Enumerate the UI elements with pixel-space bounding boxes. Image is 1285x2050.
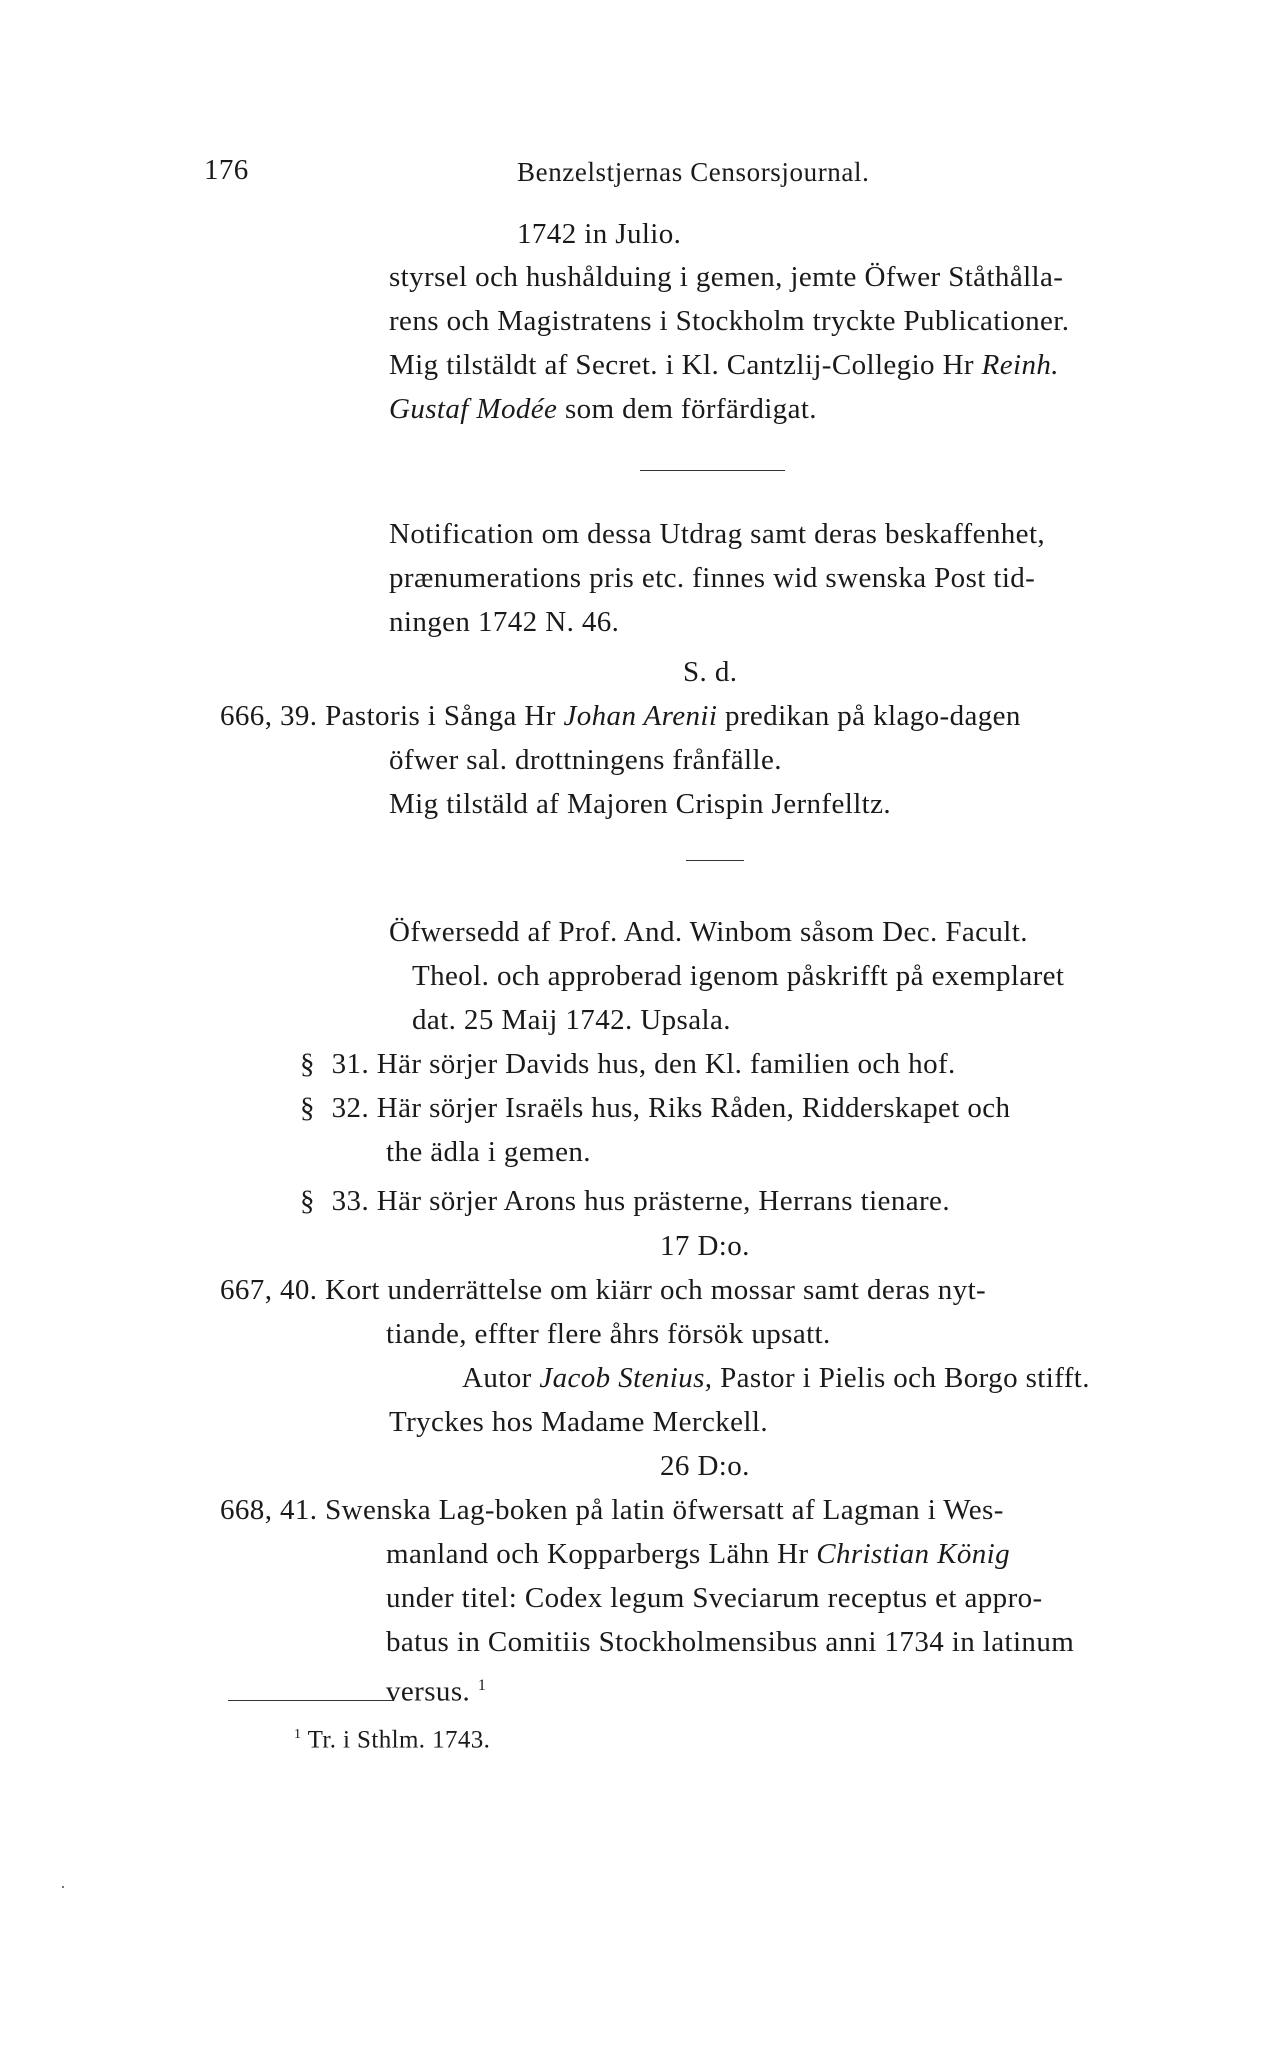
text-span: versus.	[386, 1675, 471, 1708]
person-name: Reinh.	[981, 349, 1059, 381]
text-line: Theol. och approberad igenom påskrifft på exemplaret	[412, 960, 1065, 992]
person-name: Jacob Stenius,	[539, 1362, 713, 1394]
text-line: rens och Magistratens i Stockholm tryckte Publicationer.	[389, 305, 1070, 337]
footnote-ref: 1	[477, 1677, 487, 1694]
text-line	[386, 1534, 1010, 1574]
text-span: manland och Kopparbergs Lähn Hr	[386, 1538, 809, 1570]
text-span: Mig tilstäldt af Secret. i Kl. Cantzlij-Collegio Hr	[389, 349, 974, 381]
person-name: Johan Arenii	[563, 700, 718, 732]
text-span: 31. Här sörjer Davids hus, den Kl. familien och hof.	[331, 1048, 956, 1080]
footnote-text: Tr. i Sthlm. 1743.	[307, 1726, 491, 1754]
entry-line: 668, 41. Swenska Lag-boken på latin öfwersatt af Lagman i Wes-	[220, 1494, 1004, 1526]
text-line: prænumerations pris etc. finnes wid swenska Post tid-	[389, 562, 1036, 594]
section-sign: §	[300, 1048, 315, 1080]
section-line	[300, 1088, 1010, 1128]
section-sign: §	[300, 1185, 315, 1217]
section-rule	[686, 860, 744, 861]
text-line: öfwer sal. drottningens frånfälle.	[389, 744, 782, 776]
text-line	[389, 389, 817, 429]
entry-line: 667, 40. Kort underrättelse om kiärr och mossar samt deras nyt-	[220, 1274, 987, 1306]
running-title: Benzelstjernas Censorsjournal.	[517, 157, 870, 187]
footnote-rule	[228, 1700, 393, 1701]
text-line: styrsel och hushålduing i gemen, jemte Öfwer Ståthålla-	[389, 261, 1064, 293]
section-sign: §	[300, 1092, 315, 1124]
section-rule	[640, 470, 785, 471]
text-line	[386, 1666, 486, 1712]
text-span: Pastor i Pielis och Borgo stifft.	[720, 1362, 1090, 1394]
text-line	[389, 345, 1059, 385]
text-line: tiande, effter flere åhrs försök upsatt.	[386, 1318, 831, 1350]
text-span: 33. Här sörjer Arons hus prästerne, Herrans tienare.	[331, 1185, 950, 1217]
text-line	[462, 1358, 1090, 1398]
text-span: 666, 39. Pastoris i Sånga Hr	[220, 700, 556, 732]
text-span: Autor	[462, 1362, 532, 1394]
date-heading: 1742 in Julio.	[517, 218, 682, 250]
person-name: Christian König	[816, 1538, 1010, 1570]
section-line	[300, 1181, 950, 1221]
page-number: 176	[204, 154, 249, 186]
text-span: som dem förfärdigat.	[564, 393, 817, 425]
text-line: Öfwersedd af Prof. And. Winbom såsom Dec. Facult.	[389, 916, 1028, 948]
person-name: Gustaf Modée	[389, 393, 558, 425]
text-span: predikan på klago-dagen	[724, 700, 1021, 732]
text-span: 32. Här sörjer Israëls hus, Riks Råden, Ridderskapet och	[331, 1092, 1011, 1124]
footnote-mark: 1	[294, 1727, 302, 1742]
text-line: batus in Comitiis Stockholmensibus anni 1734 in latinum	[386, 1626, 1075, 1658]
text-line: dat. 25 Maij 1742. Upsala.	[412, 1004, 731, 1036]
section-line	[300, 1044, 956, 1084]
text-line: the ädla i gemen.	[386, 1136, 591, 1168]
text-line: under titel: Codex legum Sveciarum receptus et appro-	[386, 1582, 1043, 1614]
entry-line	[220, 696, 1021, 736]
date-heading: 17 D:o.	[660, 1230, 750, 1262]
text-line: ningen 1742 N. 46.	[389, 606, 620, 638]
signature-abbrev: S. d.	[683, 656, 738, 688]
text-line: Notification om dessa Utdrag samt deras beskaffenhet,	[389, 518, 1046, 550]
text-line: Mig tilstäld af Majoren Crispin Jernfelltz.	[389, 788, 892, 820]
text-line: Tryckes hos Madame Merckell.	[389, 1406, 768, 1438]
footnote	[294, 1715, 490, 1760]
date-heading: 26 D:o.	[660, 1450, 750, 1482]
scan-speck	[62, 1886, 64, 1888]
